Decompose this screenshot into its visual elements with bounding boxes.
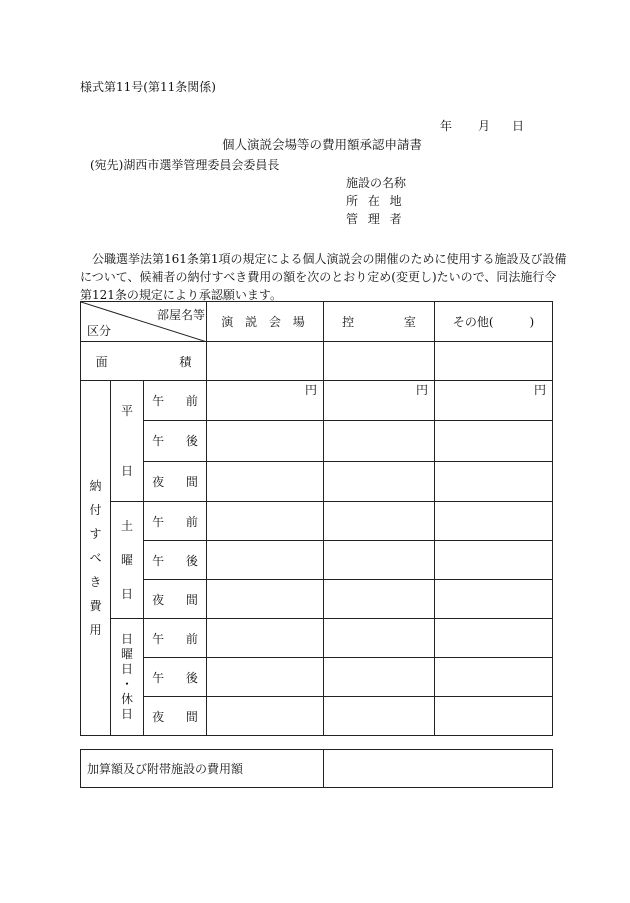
fee-cell-hall[interactable] (207, 381, 324, 421)
body-line-1: 公職選挙法第161条第1項の規定による個人演説会の開催のために使用する施設及び設備 (92, 252, 567, 266)
fee-label-cell (81, 381, 111, 736)
area-hall-cell[interactable] (207, 342, 324, 381)
day-group-saturday (111, 502, 144, 619)
slot-morning-label: 午 前 (144, 502, 207, 541)
header-room-label: 部屋名等 (157, 308, 206, 322)
fee-cell-waiting-room[interactable] (324, 658, 435, 697)
day-group-char: 曜 (120, 553, 133, 567)
header-corner-cell (81, 302, 207, 342)
day-group-char: ・ (120, 677, 133, 691)
slot-evening-label: 夜 間 (144, 461, 207, 501)
fee-cell-other[interactable] (435, 421, 553, 461)
column-header-hall: 演 説 会 場 (207, 302, 324, 342)
slot-morning-label: 午 前 (144, 619, 207, 658)
body-line-3: 第121条の規定により承認願います。 (80, 288, 282, 302)
day-group-char: 日 (120, 707, 133, 721)
fee-cell-waiting-room[interactable] (324, 541, 435, 580)
extra-fee-value-cell[interactable] (324, 750, 553, 788)
fee-cell-waiting-room[interactable] (324, 421, 435, 461)
date-year-label: 年 (440, 119, 453, 133)
fee-label-char: き (89, 575, 102, 589)
fee-cell-waiting-room[interactable] (324, 502, 435, 541)
fee-cell-other[interactable] (435, 619, 553, 658)
day-group-char: 休 (120, 692, 133, 706)
day-group-sunday-holiday (111, 619, 144, 736)
fee-cell-waiting-room[interactable] (324, 461, 435, 501)
addressee: (宛先)湖西市選挙管理委員会委員長 (90, 158, 280, 172)
yen-label: 円 (534, 383, 547, 397)
fee-cell-other[interactable] (435, 461, 553, 501)
form-number: 様式第11号(第11条関係) (80, 80, 216, 94)
slot-evening-label: 夜 間 (144, 580, 207, 619)
header-section-label: 区分 (87, 324, 112, 338)
extra-fee-label: 加算額及び附帯施設の費用額 (81, 750, 324, 788)
document-title: 個人演説会場等の費用額承認申請書 (222, 137, 423, 152)
date-day-label: 日 (512, 119, 525, 133)
yen-label: 円 (305, 383, 318, 397)
fee-cell-other[interactable] (435, 381, 553, 421)
slot-afternoon-label: 午 後 (144, 421, 207, 461)
fee-cell-other[interactable] (435, 502, 553, 541)
fee-cell-hall[interactable] (207, 502, 324, 541)
fee-label-char: 納 (89, 479, 102, 493)
area-label: 面 積 (81, 342, 207, 381)
fee-cell-hall[interactable] (207, 421, 324, 461)
body-line-2: について、候補者の納付すべき費用の額を次のとおり定め(変更し)たいので、同法施行令 (80, 270, 557, 284)
area-other-cell[interactable] (435, 342, 553, 381)
fee-cell-hall[interactable] (207, 580, 324, 619)
fee-cell-other[interactable] (435, 541, 553, 580)
fee-cell-other[interactable] (435, 580, 553, 619)
fee-cell-waiting-room[interactable] (324, 697, 435, 736)
fee-cell-hall[interactable] (207, 658, 324, 697)
fee-table (80, 301, 553, 736)
fee-cell-other[interactable] (435, 658, 553, 697)
area-waiting-room-cell[interactable] (324, 342, 435, 381)
column-header-other: その他( ) (435, 302, 553, 342)
fee-cell-waiting-room[interactable] (324, 381, 435, 421)
extra-fee-table (80, 749, 553, 788)
day-group-char: 曜 (120, 647, 133, 661)
fee-cell-hall[interactable] (207, 541, 324, 580)
slot-afternoon-label: 午 後 (144, 658, 207, 697)
date-month-label: 月 (478, 119, 491, 133)
fee-cell-hall[interactable] (207, 619, 324, 658)
fee-cell-hall[interactable] (207, 461, 324, 501)
day-group-char: 日 (120, 662, 133, 676)
day-group-char: 日 (120, 632, 133, 646)
fee-label-char: 用 (89, 623, 102, 637)
facility-name-label: 施設の名称 (346, 176, 407, 190)
fee-label-char: 付 (89, 503, 102, 517)
day-group-weekday (111, 381, 144, 502)
fee-label-char: 費 (89, 599, 102, 613)
slot-afternoon-label: 午 後 (144, 541, 207, 580)
fee-label-char: す (89, 527, 102, 541)
facility-manager-label: 管 理 者 (346, 212, 405, 226)
slot-morning-label: 午 前 (144, 381, 207, 421)
yen-label: 円 (416, 383, 429, 397)
fee-cell-waiting-room[interactable] (324, 619, 435, 658)
fee-label-char: べ (89, 551, 102, 565)
column-header-waiting-room: 控 室 (324, 302, 435, 342)
day-group-char: 土 (120, 519, 133, 533)
day-group-char: 平 (120, 404, 133, 418)
day-group-char: 日 (120, 587, 133, 601)
slot-evening-label: 夜 間 (144, 697, 207, 736)
fee-cell-waiting-room[interactable] (324, 580, 435, 619)
facility-location-label: 所 在 地 (346, 194, 405, 208)
fee-cell-other[interactable] (435, 697, 553, 736)
day-group-char: 日 (120, 464, 133, 478)
fee-cell-hall[interactable] (207, 697, 324, 736)
